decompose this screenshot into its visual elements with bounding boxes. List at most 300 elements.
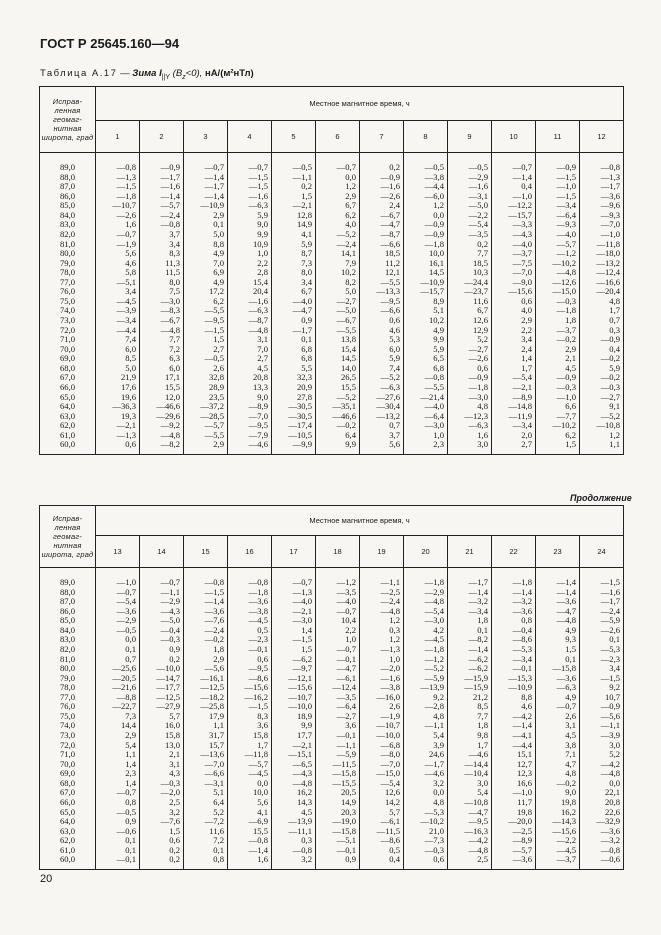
- value-cell: 1,0: [316, 635, 360, 645]
- value-cell: —3,4: [536, 201, 580, 211]
- value-cell: —1,0: [492, 788, 536, 798]
- value-cell: 0,1: [580, 635, 624, 645]
- value-cell: —7,7: [536, 412, 580, 422]
- value-cell: —1,5: [580, 568, 624, 588]
- value-cell: 4,9: [536, 693, 580, 703]
- value-cell: —6,3: [228, 201, 272, 211]
- value-cell: —4,2: [492, 712, 536, 722]
- latitude-cell: 65,0: [40, 393, 96, 403]
- value-cell: —8,9: [492, 393, 536, 403]
- value-cell: 7,7: [140, 335, 184, 345]
- value-cell: 1,5: [272, 645, 316, 655]
- value-cell: —2,0: [140, 788, 184, 798]
- value-cell: 2,5: [448, 855, 492, 869]
- value-cell: —7,2: [184, 817, 228, 827]
- value-cell: 3,1: [536, 721, 580, 731]
- value-cell: —4,0: [404, 402, 448, 412]
- value-cell: 0,1: [96, 645, 140, 655]
- value-cell: 21,9: [96, 373, 140, 383]
- value-cell: —4,0: [316, 597, 360, 607]
- value-cell: 5,7: [140, 712, 184, 722]
- caption-title: Зима I: [132, 68, 162, 79]
- value-cell: 4,5: [272, 808, 316, 818]
- value-cell: 0,5: [228, 626, 272, 636]
- value-cell: 12,7: [492, 760, 536, 770]
- value-cell: —8,6: [360, 836, 404, 846]
- value-cell: —1,7: [140, 173, 184, 183]
- value-cell: —13,2: [360, 412, 404, 422]
- value-cell: 3,4: [580, 664, 624, 674]
- latitude-cell: 84,0: [40, 626, 96, 636]
- value-cell: —4,0: [492, 240, 536, 250]
- value-cell: —12,2: [492, 201, 536, 211]
- value-cell: —0,7: [492, 153, 536, 173]
- value-cell: 2,9: [96, 731, 140, 741]
- value-cell: —2,6: [580, 626, 624, 636]
- value-cell: —4,8: [536, 268, 580, 278]
- value-cell: —1,8: [404, 645, 448, 655]
- value-cell: 15,5: [140, 383, 184, 393]
- latitude-cell: 85,0: [40, 616, 96, 626]
- value-cell: 12,8: [272, 211, 316, 221]
- value-cell: 8,2: [316, 278, 360, 288]
- value-cell: —10,9: [404, 278, 448, 288]
- value-cell: —6,6: [360, 240, 404, 250]
- value-cell: —1,1: [316, 741, 360, 751]
- value-cell: 2,6: [184, 364, 228, 374]
- value-cell: —4,5: [536, 846, 580, 856]
- latitude-column-header: Исправ-ленная геомаг-нитная широта, град: [40, 506, 96, 568]
- value-cell: —27,6: [360, 393, 404, 403]
- value-cell: —8,0: [360, 750, 404, 760]
- value-cell: —8,2: [448, 635, 492, 645]
- latitude-cell: 64,0: [40, 817, 96, 827]
- value-cell: 6,8: [272, 354, 316, 364]
- value-cell: —0,2: [536, 779, 580, 789]
- latitude-cell: 65,0: [40, 808, 96, 818]
- value-cell: —24,4: [448, 278, 492, 288]
- value-cell: —4,1: [492, 731, 536, 741]
- latitude-cell: 70,0: [40, 760, 96, 770]
- hour-header: 24: [580, 536, 624, 568]
- value-cell: —9,9: [272, 440, 316, 454]
- value-cell: —3,6: [228, 597, 272, 607]
- value-cell: —1,0: [536, 182, 580, 192]
- value-cell: —5,4: [404, 607, 448, 617]
- value-cell: 15,8: [228, 731, 272, 741]
- value-cell: 3,2: [272, 855, 316, 869]
- value-cell: —5,2: [316, 393, 360, 403]
- value-cell: 3,4: [272, 278, 316, 288]
- value-cell: 10,0: [228, 788, 272, 798]
- value-cell: —6,9: [228, 817, 272, 827]
- value-cell: —14,8: [492, 402, 536, 412]
- latitude-cell: 72,0: [40, 326, 96, 336]
- hour-header: 1: [96, 121, 140, 153]
- value-cell: —9,6: [580, 201, 624, 211]
- value-cell: —2,7: [448, 345, 492, 355]
- value-cell: —12,1: [272, 674, 316, 684]
- hour-header: 9: [448, 121, 492, 153]
- value-cell: —1,5: [536, 173, 580, 183]
- value-cell: —5,0: [448, 201, 492, 211]
- value-cell: 1,5: [536, 645, 580, 655]
- value-cell: —3,5: [448, 230, 492, 240]
- value-cell: 10,0: [404, 249, 448, 259]
- value-cell: —2,1: [272, 607, 316, 617]
- value-cell: 9,3: [536, 635, 580, 645]
- value-cell: 9,8: [448, 731, 492, 741]
- value-cell: 7,2: [184, 836, 228, 846]
- value-cell: 5,9: [228, 211, 272, 221]
- latitude-cell: 75,0: [40, 712, 96, 722]
- value-cell: —2,4: [140, 211, 184, 221]
- value-cell: —8,3: [140, 306, 184, 316]
- value-cell: —4,5: [96, 297, 140, 307]
- value-cell: —4,6: [404, 769, 448, 779]
- value-cell: —1,0: [536, 393, 580, 403]
- value-cell: 1,5: [272, 192, 316, 202]
- latitude-cell: 80,0: [40, 664, 96, 674]
- value-cell: 11,3: [140, 259, 184, 269]
- value-cell: 4,9: [184, 278, 228, 288]
- value-cell: —20,0: [492, 817, 536, 827]
- value-cell: —1,4: [492, 173, 536, 183]
- value-cell: —2,1: [492, 383, 536, 393]
- value-cell: 9,9: [404, 335, 448, 345]
- value-cell: 1,2: [580, 431, 624, 441]
- value-cell: —6,0: [404, 192, 448, 202]
- value-cell: —4,7: [272, 306, 316, 316]
- value-cell: —1,0: [492, 192, 536, 202]
- value-cell: —2,7: [316, 297, 360, 307]
- value-cell: 5,8: [96, 268, 140, 278]
- value-cell: 12,3: [492, 769, 536, 779]
- value-cell: —7,5: [492, 259, 536, 269]
- value-cell: 7,7: [448, 249, 492, 259]
- value-cell: 1,5: [184, 335, 228, 345]
- hour-header: 22: [492, 536, 536, 568]
- value-cell: 5,2: [580, 750, 624, 760]
- data-table-hours-1-12: [39, 86, 624, 455]
- value-cell: —1,8: [404, 568, 448, 588]
- latitude-cell: 87,0: [40, 597, 96, 607]
- value-cell: 9,0: [228, 220, 272, 230]
- value-cell: —0,3: [140, 779, 184, 789]
- value-cell: 0,3: [272, 836, 316, 846]
- value-cell: 2,2: [316, 626, 360, 636]
- value-cell: —3,6: [184, 607, 228, 617]
- value-cell: 1,4: [272, 626, 316, 636]
- value-cell: 20,5: [316, 788, 360, 798]
- value-cell: 2,2: [228, 259, 272, 269]
- value-cell: 2,9: [316, 192, 360, 202]
- value-cell: —10,8: [448, 798, 492, 808]
- value-cell: —0,8: [228, 836, 272, 846]
- value-cell: 12,6: [448, 316, 492, 326]
- value-cell: —16,1: [184, 674, 228, 684]
- value-cell: —2,1: [272, 741, 316, 751]
- value-cell: 3,4: [492, 335, 536, 345]
- value-cell: 19,3: [96, 412, 140, 422]
- value-cell: 10,9: [228, 240, 272, 250]
- value-cell: 6,3: [140, 354, 184, 364]
- value-cell: 2,4: [360, 201, 404, 211]
- value-cell: —3,0: [404, 616, 448, 626]
- value-cell: —5,0: [316, 306, 360, 316]
- value-cell: 5,2: [184, 808, 228, 818]
- value-cell: 4,0: [492, 306, 536, 316]
- value-cell: —5,0: [140, 616, 184, 626]
- value-cell: —0,9: [580, 335, 624, 345]
- value-cell: —0,8: [140, 220, 184, 230]
- value-cell: —25,6: [96, 664, 140, 674]
- table-row: [40, 568, 624, 588]
- latitude-cell: 75,0: [40, 297, 96, 307]
- value-cell: 0,0: [404, 211, 448, 221]
- value-cell: 10,4: [316, 616, 360, 626]
- value-cell: 1,4: [96, 779, 140, 789]
- latitude-cell: 73,0: [40, 731, 96, 741]
- value-cell: 12,9: [448, 326, 492, 336]
- value-cell: —2,6: [448, 354, 492, 364]
- value-cell: —0,5: [96, 626, 140, 636]
- latitude-cell: 61,0: [40, 431, 96, 441]
- value-cell: 4,5: [536, 364, 580, 374]
- value-cell: —16,2: [228, 693, 272, 703]
- value-cell: —2,9: [140, 597, 184, 607]
- value-cell: —1,9: [360, 712, 404, 722]
- value-cell: —2,5: [360, 588, 404, 598]
- value-cell: 3,0: [580, 741, 624, 751]
- value-cell: —25,8: [184, 702, 228, 712]
- value-cell: —1,6: [228, 297, 272, 307]
- value-cell: 8,8: [184, 240, 228, 250]
- value-cell: 0,0: [316, 173, 360, 183]
- value-cell: 0,9: [272, 316, 316, 326]
- value-cell: —5,4: [96, 597, 140, 607]
- hour-header: 10: [492, 121, 536, 153]
- value-cell: 4,5: [228, 364, 272, 374]
- latitude-cell: 86,0: [40, 607, 96, 617]
- value-cell: —12,5: [140, 693, 184, 703]
- value-cell: —0,9: [536, 153, 580, 173]
- value-cell: 5,9: [404, 345, 448, 355]
- table-caption: [40, 68, 254, 81]
- value-cell: 8,5: [96, 354, 140, 364]
- value-cell: 0,5: [360, 846, 404, 856]
- value-cell: 4,7: [536, 760, 580, 770]
- value-cell: —11,5: [316, 760, 360, 770]
- value-cell: —5,2: [404, 664, 448, 674]
- value-cell: 0,0: [96, 635, 140, 645]
- value-cell: —1,2: [536, 249, 580, 259]
- value-cell: 15,5: [228, 827, 272, 837]
- latitude-cell: 60,0: [40, 440, 96, 454]
- value-cell: —1,4: [228, 846, 272, 856]
- value-cell: —8,2: [140, 440, 184, 454]
- value-cell: 6,2: [184, 297, 228, 307]
- value-cell: —0,1: [316, 655, 360, 665]
- value-cell: —9,5: [228, 421, 272, 431]
- value-cell: —3,8: [360, 683, 404, 693]
- latitude-cell: 76,0: [40, 702, 96, 712]
- value-cell: —9,3: [536, 220, 580, 230]
- value-cell: —6,4: [536, 211, 580, 221]
- value-cell: —16,0: [360, 693, 404, 703]
- value-cell: 3,7: [140, 230, 184, 240]
- value-cell: —4,6: [448, 750, 492, 760]
- value-cell: —2,0: [360, 664, 404, 674]
- hour-header: 16: [228, 536, 272, 568]
- value-cell: —15,6: [272, 683, 316, 693]
- value-cell: —6,3: [360, 383, 404, 393]
- value-cell: —6,3: [536, 683, 580, 693]
- value-cell: —3,5: [316, 693, 360, 703]
- value-cell: —1,7: [448, 568, 492, 588]
- value-cell: 5,3: [360, 335, 404, 345]
- value-cell: —14,4: [448, 760, 492, 770]
- value-cell: —0,9: [404, 220, 448, 230]
- value-cell: 15,4: [228, 278, 272, 288]
- value-cell: 8,5: [448, 702, 492, 712]
- caption-cond-end: <0),: [185, 68, 203, 79]
- value-cell: —11,1: [272, 827, 316, 837]
- value-cell: 2,2: [492, 326, 536, 336]
- value-cell: 7,1: [536, 750, 580, 760]
- page-number: 20: [40, 873, 53, 885]
- value-cell: 19,8: [492, 808, 536, 818]
- value-cell: 20,4: [228, 287, 272, 297]
- value-cell: —0,7: [96, 788, 140, 798]
- value-cell: 0,7: [360, 421, 404, 431]
- value-cell: 0,8: [184, 855, 228, 869]
- value-cell: —0,2: [580, 354, 624, 364]
- latitude-cell: 82,0: [40, 645, 96, 655]
- value-cell: 17,9: [184, 712, 228, 722]
- value-cell: —4,8: [536, 616, 580, 626]
- value-cell: —5,9: [404, 674, 448, 684]
- value-cell: —3,5: [316, 588, 360, 598]
- latitude-cell: 60,0: [40, 855, 96, 869]
- value-cell: —6,7: [360, 211, 404, 221]
- value-cell: 9,9: [316, 440, 360, 454]
- local-time-group-header: Местное магнитное время, ч: [96, 506, 624, 536]
- value-cell: 20,8: [580, 798, 624, 808]
- value-cell: 16,2: [536, 808, 580, 818]
- value-cell: —2,9: [404, 588, 448, 598]
- value-cell: 6,0: [360, 345, 404, 355]
- hour-header: 15: [184, 536, 228, 568]
- hour-header: 6: [316, 121, 360, 153]
- value-cell: 9,0: [228, 393, 272, 403]
- value-cell: 1,8: [448, 616, 492, 626]
- value-cell: 26,5: [316, 373, 360, 383]
- latitude-cell: 86,0: [40, 192, 96, 202]
- value-cell: —7,0: [580, 220, 624, 230]
- value-cell: 7,4: [360, 364, 404, 374]
- value-cell: —5,6: [580, 712, 624, 722]
- value-cell: —0,2: [536, 335, 580, 345]
- value-cell: 18,5: [448, 259, 492, 269]
- value-cell: 16,6: [492, 779, 536, 789]
- value-cell: —0,8: [580, 153, 624, 173]
- value-cell: —0,1: [316, 731, 360, 741]
- value-cell: 7,3: [272, 259, 316, 269]
- value-cell: —0,7: [96, 230, 140, 240]
- value-cell: —5,7: [140, 201, 184, 211]
- document-header: ГОСТ Р 25645.160—94: [40, 36, 180, 51]
- value-cell: 4,8: [536, 769, 580, 779]
- value-cell: —28,5: [184, 412, 228, 422]
- hour-header: 21: [448, 536, 492, 568]
- value-cell: —4,0: [536, 230, 580, 240]
- hour-header: 3: [184, 121, 228, 153]
- hour-header: 23: [536, 536, 580, 568]
- value-cell: —15,3: [492, 674, 536, 684]
- value-cell: —3,8: [404, 173, 448, 183]
- latitude-cell: 74,0: [40, 306, 96, 316]
- value-cell: —1,2: [404, 655, 448, 665]
- value-cell: —0,7: [272, 568, 316, 588]
- value-cell: —1,4: [448, 645, 492, 655]
- value-cell: 6,6: [536, 402, 580, 412]
- value-cell: 6,2: [536, 431, 580, 441]
- value-cell: —16,3: [448, 827, 492, 837]
- value-cell: 0,8: [492, 616, 536, 626]
- value-cell: 14,2: [360, 798, 404, 808]
- latitude-cell: 88,0: [40, 588, 96, 598]
- value-cell: 9,2: [404, 693, 448, 703]
- value-cell: —3,2: [492, 597, 536, 607]
- value-cell: 2,9: [184, 211, 228, 221]
- value-cell: 9,1: [580, 402, 624, 412]
- value-cell: —11,5: [360, 827, 404, 837]
- hour-header: 18: [316, 536, 360, 568]
- value-cell: —10,9: [492, 683, 536, 693]
- value-cell: —0,8: [272, 846, 316, 856]
- value-cell: —11,9: [492, 412, 536, 422]
- value-cell: 10,2: [316, 268, 360, 278]
- value-cell: —9,7: [272, 664, 316, 674]
- caption-units: нА/(м²нТл): [204, 68, 254, 79]
- value-cell: —18,0: [580, 249, 624, 259]
- value-cell: 0,9: [96, 817, 140, 827]
- value-cell: 6,4: [316, 431, 360, 441]
- value-cell: —21,6: [96, 683, 140, 693]
- value-cell: 2,0: [492, 431, 536, 441]
- value-cell: —10,7: [96, 201, 140, 211]
- value-cell: 4,8: [404, 712, 448, 722]
- value-cell: —4,8: [272, 779, 316, 789]
- value-cell: 5,6: [360, 440, 404, 454]
- value-cell: —0,2: [184, 635, 228, 645]
- value-cell: 8,3: [140, 249, 184, 259]
- value-cell: —0,9: [580, 702, 624, 712]
- value-cell: 3,4: [140, 240, 184, 250]
- value-cell: —10,7: [360, 721, 404, 731]
- table-row: [40, 153, 624, 173]
- value-cell: 5,4: [96, 741, 140, 751]
- value-cell: —15,6: [536, 827, 580, 837]
- value-cell: —0,8: [228, 568, 272, 588]
- value-cell: 0,2: [140, 855, 184, 869]
- value-cell: —12,5: [184, 683, 228, 693]
- value-cell: —10,7: [272, 693, 316, 703]
- value-cell: —4,5: [228, 769, 272, 779]
- value-cell: —5,7: [536, 240, 580, 250]
- value-cell: —1,1: [580, 721, 624, 731]
